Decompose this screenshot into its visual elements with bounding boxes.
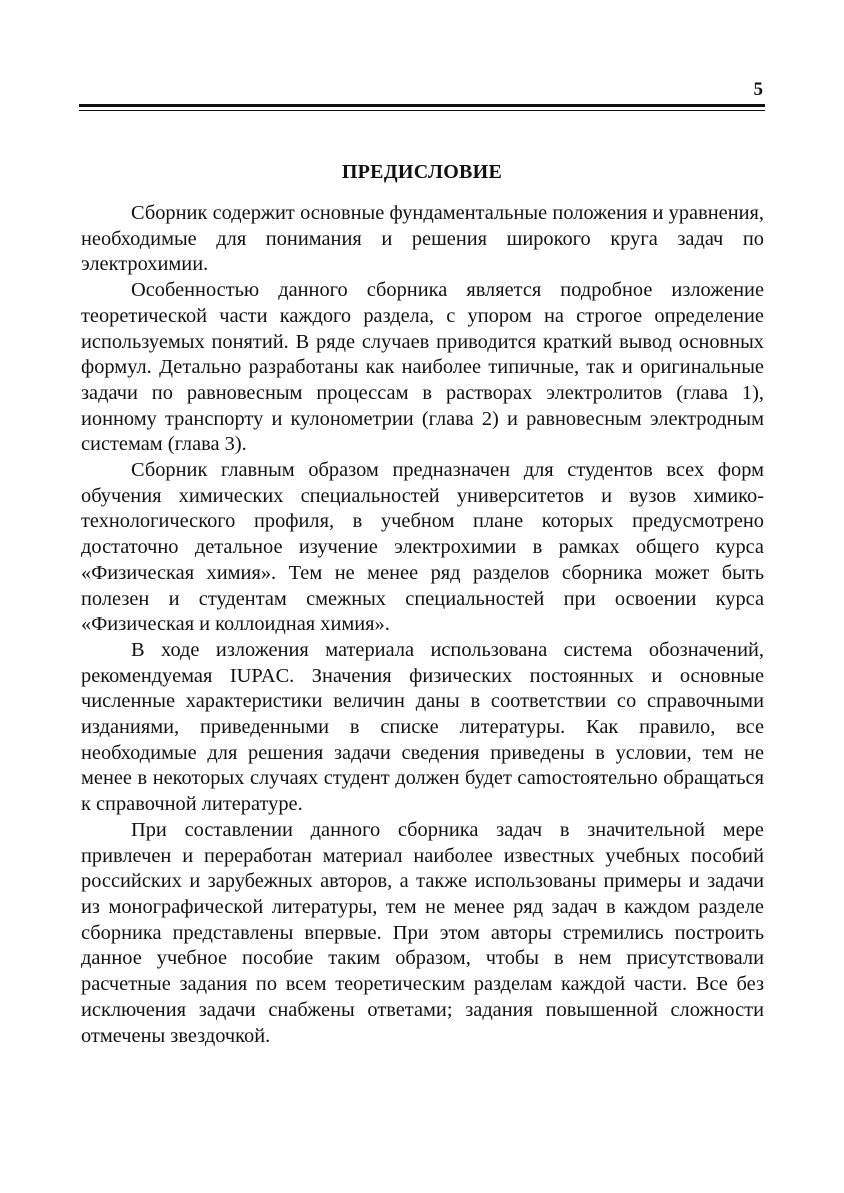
paragraph-5: При составлении данного сборника задач в значительной мере привлечен и переработан материал наиболее известных учебных пособий российских и зарубежных авторов, а также использованы примеры и задачи из монографической литературы, тем не менее ряд задач в каждом разделе сборника представлены впервые. При этом авторы стремились построить данное учебное пособие таким образом, чтобы в нем присутствовали расчетные задания по всем теоретическим разделам каждой части. Все без исключения задачи снабжены ответами; задания повышенной сложности отмечены звездочкой. xyxy=(81,818,764,1047)
preface-body xyxy=(81,201,764,1049)
paragraph-2: Особенностью данного сборника является подробное изложение теоретической части каждого раздела, с упором на строгое определение используемых понятий. В ряде случаев приводится краткий вывод основных формул. Детально разработаны как наиболее типичные, так и оригинальные задачи по равновесным процессам в растворах электролитов (глава 1), ионному транспорту и кулонометрии (глава 2) и равновесным электродным системам (глава 3). xyxy=(81,279,764,456)
page-number: 5 xyxy=(753,79,763,100)
paragraph-1: Сборник содержит основные фундаментальные положения и уравнения, необходимые для понимания и решения широкого круга задач по электрохимии. xyxy=(81,202,764,276)
header-rule-thin xyxy=(79,110,765,111)
paragraph-3: Сборник главным образом предназначен для студентов всех форм обучения химических специальностей университетов и вузов химико-технологического профиля, в учебном плане которых предусмотрено достаточно детальное изучение электрохимии в рамках общего курса «Физическая химия». Тем не менее ряд разделов сборника может быть полезен и студентам смежных специальностей при освоении курса «Физическая и коллоидная химия». xyxy=(81,459,764,636)
paragraph-4: В ходе изложения материала использована система обозначений, рекомендуемая IUPAC. Значения физических постоянных и основные численные характеристики величин даны в соответствии со справочными изданиями, приведенными в списке литературы. Как правило, все необходимые для решения задачи сведения приведены в условии, тем не менее в некоторых случаях студент должен будет саmостоятельно обращаться к справочной литературе. xyxy=(81,638,764,816)
header-rule xyxy=(79,104,765,107)
page-title: ПРЕДИСЛОВИЕ xyxy=(341,161,503,183)
